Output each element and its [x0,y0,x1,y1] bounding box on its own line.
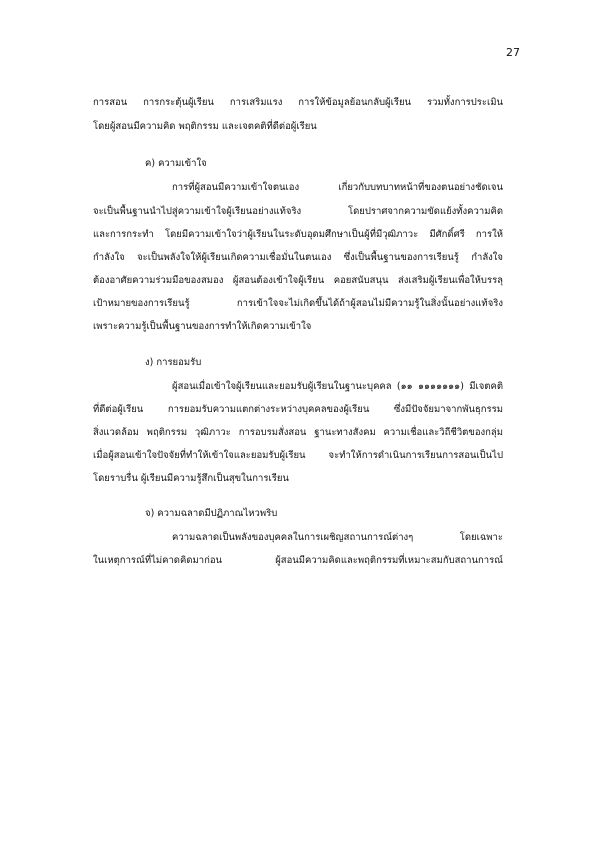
section-heading: ง) การยอมรับ [145,357,202,368]
section-heading: จ) ความฉลาดมีปฏิภาณไหวพริบ [145,508,278,519]
paragraph-line: การสอน การกระตุ้นผู้เรียน การเสริมแรง การให้ข้อมูลย้อนกลับผู้เรียน รวมทั้งการประเมิน [93,97,503,108]
paragraph-line: ที่ดีต่อผู้เรียน การยอมรับความแตกต่างระหว่างบุคคลของผู้เรียน ซึ่งมีปัจจัยมาจากพันธุกรรม [93,404,503,415]
page-number: 27 [506,46,520,59]
paragraph-line: สิ่งแวดล้อม พฤติกรรม วุฒิภาวะ การอบรมสั่งสอน ฐานะทางสังคม ความเชื่อและวิถีชีวิตของกลุ่ม [93,427,503,438]
paragraph-line: ในเหตุการณ์ที่ไม่คาดคิดมาก่อน ผู้สอนมีความคิดและพฤติกรรมที่เหมาะสมกับสถานการณ์ [93,555,503,566]
paragraph-line: ผู้สอนเมื่อเข้าใจผู้เรียนและยอมรับผู้เรียนในฐานะบุคคล (๑๑ ๑๑๑๑๑๑๑) มีเจตคติ [172,381,503,392]
paragraph-line: เมื่อผู้สอนเข้าใจปัจจัยที่ทำให้เข้าใจและยอมรับผู้เรียน จะทำให้การดำเนินการเรียนการสอนเป็นไป [93,450,503,461]
paragraph-line: ความฉลาดเป็นพลังของบุคคลในการเผชิญสถานการณ์ต่างๆ โดยเฉพาะ [172,532,503,543]
paragraph-line: เพราะความรู้เป็นพื้นฐานของการทำให้เกิดความเข้าใจ [93,321,312,332]
section-heading: ค) ความเข้าใจ [145,158,207,169]
paragraph-line: เป้าหมายของการเรียนรู้ การเข้าใจจะไม่เกิดขึ้นได้ถ้าผู้สอนไม่มีความรู้ในสิ่งนั้นอย่างแท้จริง [93,298,503,309]
paragraph-line: จะเป็นพื้นฐานนำไปสู่ความเข้าใจผู้เรียนอย่างแท้จริง โดยปราศจากความขัดแย้งทั้งความคิด [93,206,503,217]
paragraph-line: โดยราบรื่น ผู้เรียนมีความรู้สึกเป็นสุขในการเรียน [93,473,289,484]
paragraph-line: และการกระทำ โดยมีความเข้าใจว่าผู้เรียนในระดับอุดมศึกษาเป็นผู้ที่มีวุฒิภาวะ มีศักดิ์ศรี การให้ [93,229,503,240]
paragraph-line: การที่ผู้สอนมีความเข้าใจตนเอง เกี่ยวกับบทบาทหน้าที่ของตนอย่างชัดเจน [172,182,503,193]
paragraph-line: ต้องอาศัยความร่วมมือของสมอง ผู้สอนต้องเข้าใจผู้เรียน คอยสนับสนุน ส่งเสริมผู้เรียนเพื่อให้บรรลุ [93,275,503,286]
paragraph-line: กำลังใจ จะเป็นพลังใจให้ผู้เรียนเกิดความเชื่อมั่นในตนเอง ซึ่งเป็นพื้นฐานของการเรียนรู้ กำลังใจ [93,252,503,263]
paragraph-line: โดยผู้สอนมีความคิด พฤติกรรม และเจตคติที่ดีต่อผู้เรียน [93,121,317,132]
